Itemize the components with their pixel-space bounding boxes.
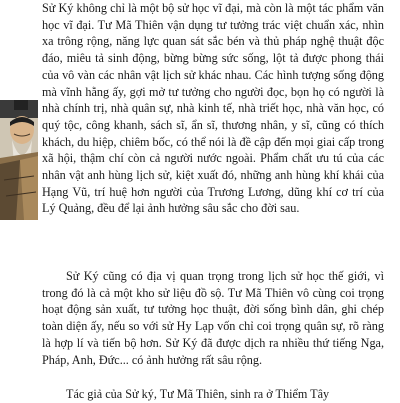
paragraph-1: Sử Ký không chỉ là một bộ sử học vĩ đại, mà còn là một tác phẩm văn học vĩ đại. Tư Mã Thiên vận dụng tư tưởng trác việt chuẩn xác, nhìn xa trông rộng, năng lực quan sát sắc bén và thủ pháp nghệ thuật độc đáo, miêu tả sinh động, bừng bừng sức sống, lột tả được phong thái của vô vàn các nhân vật lịch sử khác nhau. Các hình tượng sống động mà vĩnh hằng ấy, gợi mở tư tưởng cho người đọc, bọn họ có người là nhà chính trị, nhà quân sự, nhà kinh tế, nhà triết học, nhà văn học, có quý tộc, công khanh, sách sĩ, ẩn sĩ, thương nhân, y sĩ, cũng có thích khách, du hiệp, chiêm bốc, có thể nói là đề cập đến mọi giai cấp trong xã hội, thậm chí còn cả người nước ngoài. Phẩm chất ưu tú của các nhân vật anh hùng lịch sử, kiệt xuất đó, những anh hùng khí khái của Hạng Vũ, trí huệ hơn người của Trương Lương, dũng khí cơ trí của Lý Quảng, đều để lại ảnh hưởng sâu sắc cho đời sau. (42, 1, 384, 216)
portrait-illustration (0, 100, 38, 220)
portrait-drawing (0, 100, 38, 220)
paragraph-3: Tác giả của Sử ký, Tư Mã Thiên, sinh ra ở Thiểm Tây (66, 387, 330, 401)
paragraph-2: Sử Ký cũng có địa vị quan trọng trong lịch sử học thế giới, vì trong đó là cả một kho sử liệu đồ sộ. Tư Mã Thiên vô cùng coi trọng hoạt động sản xuất, tư tưởng học thuật, đời sống bình dân, ghi chép toàn diện ấy, nếu so với sử Hy Lạp vốn chỉ coi trọng quân sự, rõ ràng là hợp lí và tiến bộ hơn. Sử Ký đã được dịch ra nhiều thứ tiếng Nga, Pháp, Anh, Đức... có ảnh hưởng rất sâu rộng. (42, 269, 384, 367)
